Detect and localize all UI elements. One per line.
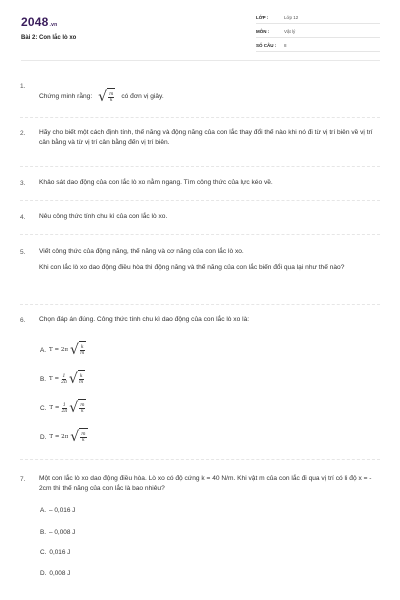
option-label: A.	[40, 507, 47, 514]
question-divider	[20, 200, 380, 201]
option-label: A.	[40, 346, 47, 354]
coef-numerator: 1	[62, 373, 66, 379]
header-divider	[21, 60, 380, 61]
question-text: Nêu công thức tính chu kì của con lắc lò xo.	[39, 213, 168, 220]
question-number: 1.	[20, 83, 26, 90]
option-a[interactable]	[40, 341, 86, 359]
sqrt-numerator: m	[81, 432, 86, 437]
page-header	[0, 0, 400, 62]
meta-subject	[256, 27, 380, 38]
meta-value: 8	[284, 43, 287, 48]
question-3	[20, 178, 382, 190]
option-value: 0,008 J	[49, 570, 71, 577]
option-label: B.	[40, 529, 47, 536]
question-2	[20, 128, 382, 152]
sqrt-formula: √ $\frac{m}{k}$	[70, 429, 86, 445]
brand-name: 2048	[21, 15, 49, 29]
question-5	[20, 247, 382, 295]
question-6	[20, 315, 382, 327]
sqrt-denominator: m	[80, 351, 85, 356]
question-divider	[20, 459, 380, 460]
question-number: 5.	[20, 249, 26, 256]
formula-lhs: T =	[49, 376, 60, 382]
coef-denominator: 2π	[61, 379, 67, 385]
sqrt-numerator: k	[79, 374, 83, 379]
brand-logo[interactable]	[21, 15, 57, 29]
question-number: 4.	[20, 214, 26, 221]
option-value: – 0,016 J	[49, 507, 76, 514]
question-number: 7.	[20, 476, 26, 483]
lesson-title: Bài 2: Con lắc lò xo	[21, 35, 77, 41]
sqrt-formula: √ $\frac{m}{k}$	[98, 89, 114, 105]
coef-denominator: 2π	[61, 408, 68, 414]
option-b[interactable]	[40, 529, 75, 536]
coef-fraction	[61, 374, 67, 385]
question-number: 3.	[20, 180, 26, 187]
coef-numerator: 1	[62, 402, 66, 408]
meta-class	[256, 13, 380, 24]
question-7	[20, 474, 382, 498]
question-text	[39, 247, 381, 273]
question-text: Chọn đáp án đúng. Công thức tính chu kì dao động của con lắc lò xo là:	[39, 316, 250, 323]
option-c[interactable]	[40, 549, 70, 556]
question-text: Một con lắc lò xo dao động điều hòa. Lò xo có độ cứng k = 40 N/m. Khi vật m của con lắc đi qua vị trí có li độ x = - 2cm thì thế năng của con lắc là bao nhiêu?	[39, 475, 372, 492]
question-divider	[20, 234, 380, 235]
meta-key: MÔN :	[256, 29, 270, 34]
question-number: 2.	[20, 130, 26, 137]
option-a[interactable]	[40, 507, 75, 514]
question-text: Khảo sát dao động của con lắc lò xo nằm ngang. Tìm công thức của lực kéo về.	[39, 179, 273, 186]
option-value: 0,016 J	[49, 549, 71, 556]
formula-lhs: T = 2π	[49, 434, 69, 440]
option-b[interactable]	[40, 370, 85, 388]
formula-numerator: m	[109, 92, 114, 97]
sqrt-numerator: m	[80, 403, 85, 408]
option-label: D.	[40, 570, 47, 577]
question-text-line: Viết công thức của động năng, thế năng và cơ năng của con lắc lò xo.	[39, 248, 244, 255]
sqrt-numerator: k	[80, 345, 84, 350]
sqrt-denominator: m	[79, 380, 84, 385]
meta-key: SỐ CÂU :	[256, 43, 277, 48]
brand-suffix: .vn	[49, 22, 58, 28]
question-number: 6.	[20, 317, 26, 324]
option-label: C.	[40, 549, 47, 556]
meta-value: Lớp 12	[284, 15, 299, 20]
coef-fraction	[61, 403, 67, 414]
meta-value: Vật lý	[284, 29, 296, 34]
meta-key: LỚP :	[256, 15, 269, 20]
option-c[interactable]	[40, 399, 86, 417]
formula-lhs: T = 2π	[49, 347, 68, 353]
question-1	[20, 83, 382, 107]
question-divider	[20, 117, 380, 118]
sqrt-formula: √ $\frac{k}{m}$	[68, 371, 84, 387]
question-divider	[20, 166, 380, 167]
sqrt-formula: √ $\frac{k}{m}$	[69, 342, 85, 358]
option-label: B.	[40, 375, 47, 383]
option-value: – 0,008 J	[49, 529, 76, 536]
question-text: Hãy cho biết một cách định tính, thế năng và động năng của con lắc thay đổi thế nào khi nó đi từ vị trí biên về vị trí cân bằng và từ vị trí cân bằng đến vị trí biên.	[39, 129, 373, 146]
option-d[interactable]	[40, 570, 70, 577]
option-label: C.	[40, 404, 47, 412]
formula-lhs: T =	[49, 405, 60, 411]
question-4	[20, 212, 382, 224]
question-text-after: có đơn vị giây.	[121, 93, 164, 100]
sqrt-denominator: k	[81, 438, 85, 443]
question-text	[39, 88, 381, 106]
question-text-line: Khi con lắc lò xo dao động điều hòa thì động năng và thế năng của con lắc biến đổi qua lại như thế nào?	[39, 264, 345, 271]
meta-question-count	[256, 41, 380, 52]
question-text-before: Chứng minh rằng:	[39, 93, 93, 100]
sqrt-formula: √ $\frac{m}{k}$	[69, 400, 85, 416]
option-label: D.	[40, 433, 47, 441]
sqrt-denominator: k	[80, 409, 84, 414]
question-divider	[20, 304, 380, 305]
option-d[interactable]	[40, 428, 88, 446]
formula-denominator: k	[109, 98, 113, 103]
